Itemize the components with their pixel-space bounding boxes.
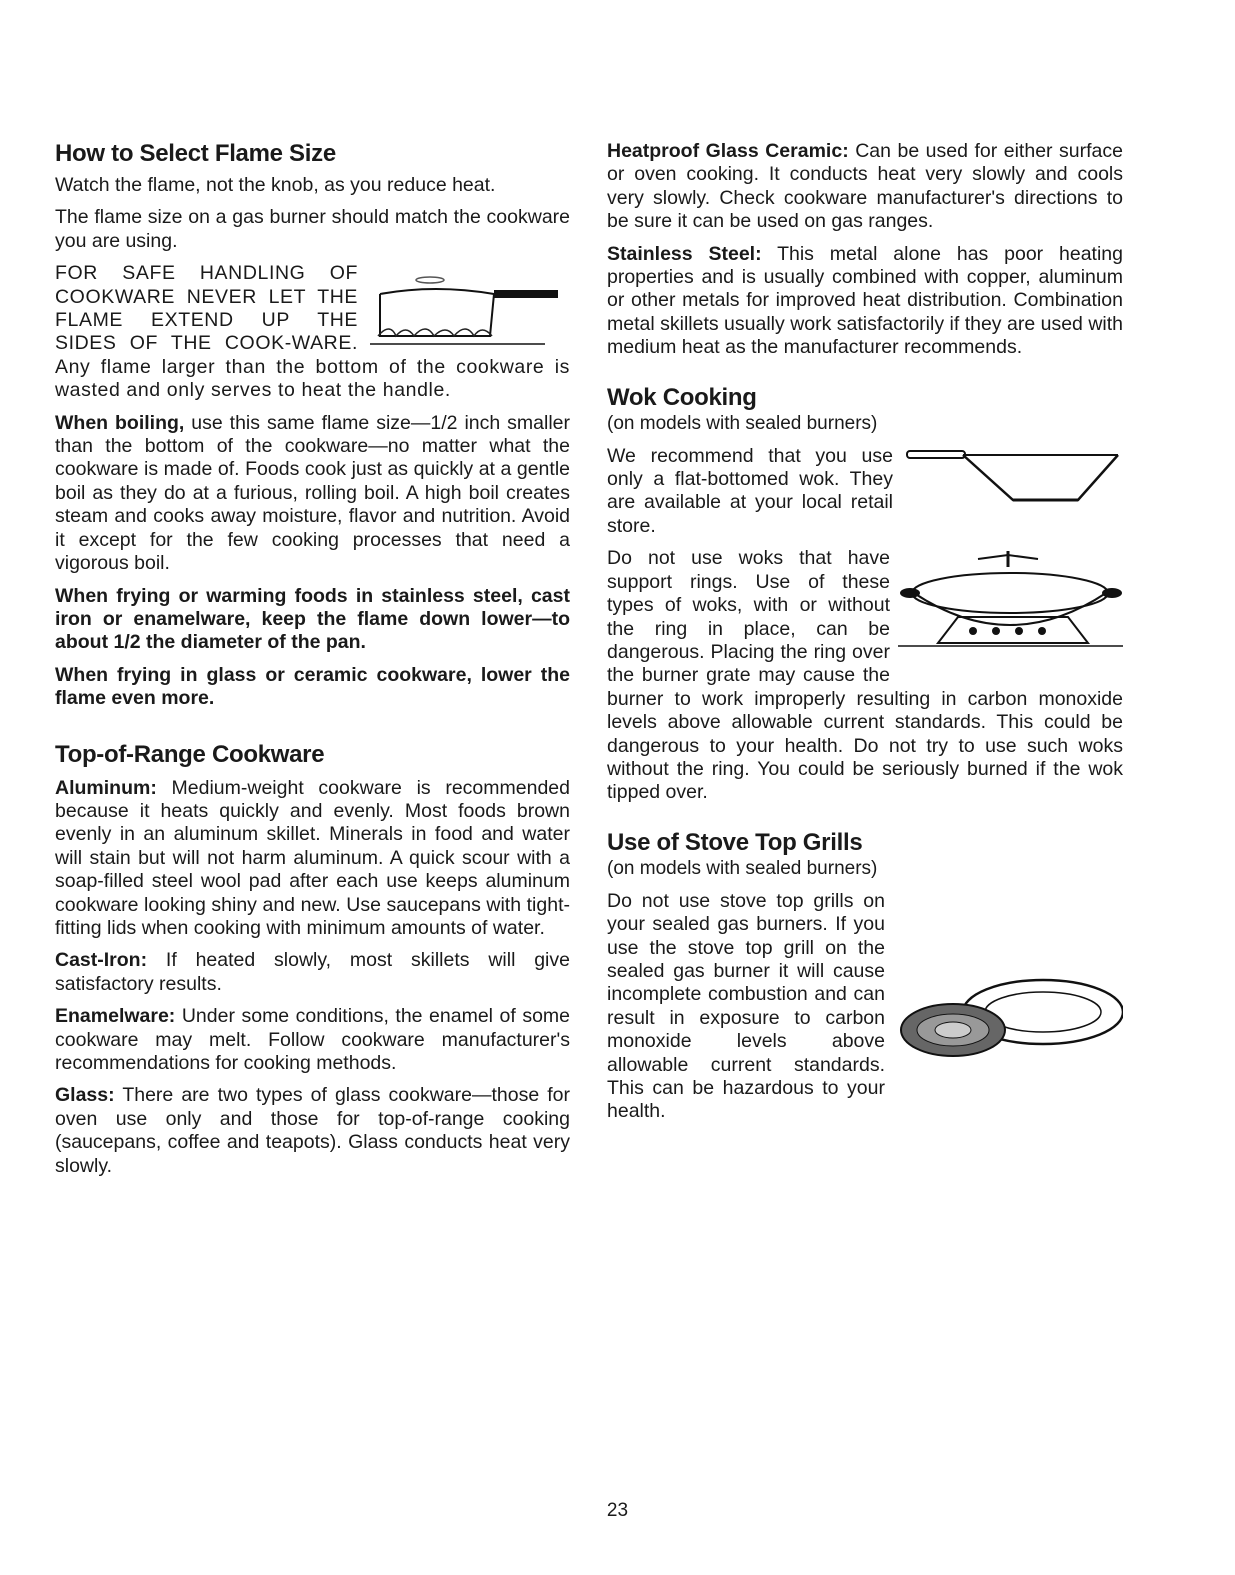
glass-paragraph (55, 1084, 570, 1178)
grills-subheading: (on models with sealed burners) (607, 857, 878, 879)
ceramic-text: Can be used for either surface or oven cooking. It conducts heat very slowly and cools very slowly. Check cookware manufacturer's directions to be sure it can be used on gas ranges. (607, 140, 1123, 233)
enamelware-text: Under some conditions, the enamel of some cookware may melt. Follow cookware manufacturer's recommendations for cooking methods. (55, 1005, 570, 1074)
flame-paragraph-frying: When frying or warming foods in stainless steel, cast iron or enamelware, keep the flame down lower—to about 1/2 the diameter of the pan. (55, 584, 570, 654)
ceramic-paragraph (607, 140, 1123, 234)
boiling-lead: When boiling, (55, 411, 185, 434)
enamelware-lead: Enamelware: (55, 1005, 176, 1028)
ring-wok-illustration (898, 547, 1123, 682)
wok-subheading: (on models with sealed burners) (607, 412, 878, 434)
flame-size-heading: How to Select Flame Size (55, 140, 336, 167)
stainless-lead: Stainless Steel: (607, 242, 762, 265)
aluminum-text: Medium-weight cookware is recommended because it heats quickly and evenly. Most foods brown evenly in an aluminum skillet. Minerals in food and water will stain but will not harm aluminum. A quick scour with a soap-filled steel wool pad after each use keeps aluminum cookware looking shiny and new. Use saucepans with tight-fitting lids when cooking with minimum amounts of water. (55, 776, 570, 939)
flame-paragraph-2: The flame size on a gas burner should match the cookware you are using. (55, 206, 570, 252)
flame-paragraph-1: Watch the flame, not the knob, as you reduce heat. (55, 174, 496, 196)
flat-wok-illustration (903, 445, 1123, 505)
stove-grill-illustration (893, 952, 1123, 1092)
wok-paragraph-1: We recommend that you use only a flat-bottomed wok. They are available at your local retail store. (607, 444, 893, 537)
ceramic-lead: Heatproof Glass Ceramic: (607, 140, 849, 162)
right-column (607, 140, 1123, 1133)
castiron-paragraph (55, 949, 570, 996)
stainless-text: This metal alone has poor heating properties and is usually combined with copper, aluminum or other metals for improved heat distribution. Combination metal skillets usually work satisfactorily if they are used with medium heat as the manufacturer recommends. (607, 242, 1123, 359)
flame-paragraph-glass: When frying in glass or ceramic cookware, lower the flame even more. (55, 663, 570, 710)
glass-lead: Glass: (55, 1084, 115, 1107)
saucepan-illustration (370, 266, 570, 346)
stainless-paragraph (607, 243, 1123, 360)
flame-paragraph-3: FOR SAFE HANDLING OF COOKWARE NEVER LET THE FLAME EXTEND UP THE SIDES OF THE COOK-WARE. Any flame larger than the bottom of the cookware is wasted and only serves to heat the handle. (55, 262, 570, 402)
glass-text: There are two types of glass cookware—those for oven use only and those for top-of-range cooking (saucepans, coffee and teapots). Glass conducts heat very slowly. (55, 1084, 570, 1177)
grills-heading: Use of Stove Top Grills (607, 828, 863, 856)
wok-paragraph-2: Do not use woks that have support rings. Use of these types of woks, with or without the ring in place, can be dangerous. Placing the ring over the burner grate may cause the burner to work improperly resulting in carbon monoxide levels above allowable current standards. This could be dangerous to your health. Do not try to use such woks without the ring. You could be seriously burned if the wok tipped over. (607, 547, 1123, 804)
flame-paragraph-boiling (55, 412, 570, 576)
left-column (55, 140, 570, 1187)
aluminum-paragraph (55, 777, 570, 941)
cookware-heading: Top-of-Range Cookware (55, 740, 325, 768)
page-number: 23 (606, 1500, 629, 1521)
boiling-text: use this same flame size—1/2 inch smaller than the bottom of the cookware—no matter what the cookware is made of. Foods cook just as quickly at a gentle boil as they do at a furious, rolling boil. A high boil creates steam and cooks away moisture, flavor and nutrition. Avoid it except for the few cooking processes that need a vigorous boil. (55, 411, 570, 575)
castiron-text: If heated slowly, most skillets will give satisfactory results. (55, 949, 570, 995)
enamelware-paragraph (55, 1005, 570, 1075)
wok-heading: Wok Cooking (607, 383, 757, 411)
grills-paragraph: Do not use stove top grills on your sealed gas burners. If you use the stove top grill on the sealed gas burner it will cause incomplete combustion and can result in exposure to carbon monoxide levels above allowable current standards. This can be hazardous to your health. (607, 889, 885, 1123)
aluminum-lead: Aluminum: (55, 776, 157, 799)
castiron-lead: Cast-Iron: (55, 949, 148, 972)
